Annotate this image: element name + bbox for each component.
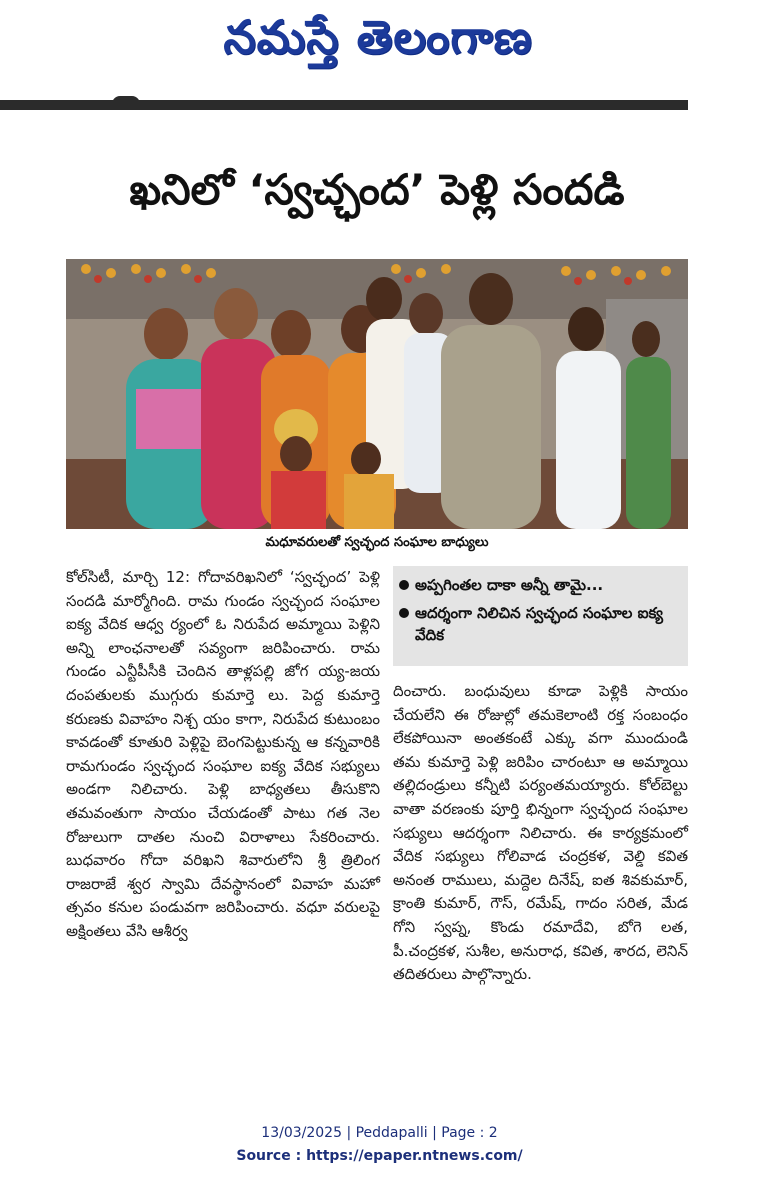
- article-highlights-box: [393, 566, 688, 666]
- highlight-item: [393, 602, 688, 646]
- source-link[interactable]: Source : https://epaper.ntnews.com/: [236, 1148, 523, 1164]
- wedding-photo: [66, 259, 688, 529]
- masthead-divider: [0, 100, 688, 110]
- article-body-right-text: దించారు. బంధువులు కూడా పెళ్లికి సాయం చేయలేని ఈ రోజుల్లో తమకెలాంటి రక్త సంబంధం లేకపోయినా అంతకంటే ఎక్కు వగా ముందుండి తమ కుమార్తె పెళ్లి జరిపిం చారంటూ ఆ అమ్మాయి తల్లిదండ్రులు కన్నీటి పర్యంతమయ్యారు. కోల్‌బెల్టు వాతా వరణంకు పూర్తి భిన్నంగా స్వచ్ఛంద సంఘాల సభ్యులు ఆదర్శంగా నిలిచారు. ఈ కార్యక్రమంలో వేదిక సభ్యులు గోలివాడ చంద్రకళ, వెల్డి కవిత అనంత రాములు, మద్దెల దినేష్, ఐత శివకుమార్, క్రాంతి కుమార్, గౌస్, రమేష్, గాదం సరిత, మేడ గోని స్వప్న, కొండు రమాదేవి, బోగె లత, పీ.చంద్రకళ, సుశీల, అనురాధ, కవిత, శారద, లెనిన్ తదితరులు పాల్గొన్నారు.: [393, 682, 688, 984]
- bullet-icon: [399, 608, 409, 618]
- masthead: [0, 0, 759, 100]
- edition-info: 13/03/2025 | Peddapalli | Page : 2: [261, 1125, 498, 1141]
- article-body-left-text: కోల్‌సిటీ, మార్చి 12: గోదావరిఖనిలో ‘స్వచ్ఛంద’ పెళ్లి సందడి మార్మోగింది. రామ గుండం స్వచ్ఛంద సంఘాల ఐక్య వేదిక ఆధ్వ ర్యంలో ఓ నిరుపేద అమ్మాయి పెళ్లిని అన్ని లాంఛనాలతో సవ్యంగా జరిపించారు. రామ గుండం ఎన్టీపీసీకి చెందిన తాళ్లపల్లి జోగ య్య-జయ దంపతులకు ముగ్గురు కుమార్తె లు. పెద్ద కుమార్తె కరుణకు వివాహం నిశ్చ యం కాగా, నిరుపేద కుటుంబం కావడంతో కూతురి పెళ్లిపై బెంగపెట్టుకున్న ఆ కన్నవారికి రామగుండం స్వచ్ఛంద సంఘాల ఐక్య వేదిక సభ్యులు అండగా నిలిచారు. పెళ్లి బాధ్యతలు తీసుకొని తమవంతుగా సాయం చేయడంతో పాటు గత నెల రోజులుగా దాతల నుంచి విరాళాలు సేకరించారు. బుధవారం గోదా వరిఖని శివారులోని శ్రీ త్రిలింగ రాజరాజే శ్వర స్వామి దేవస్థానంలో వివాహ మహో త్సవం కనుల పండువగా జరిపించారు. వధూ వరులపై అక్షింతలు వేసి ఆశీర్వ: [66, 568, 380, 940]
- article-body-left-column: [66, 566, 380, 944]
- wedding-photo-illustration: [66, 259, 688, 529]
- newspaper-logo: నమస్తే తెలంగాణ: [223, 10, 533, 64]
- article-headline: ఖనిలో ‘స్వచ్ఛంద’ పెళ్లి సందడి: [129, 165, 625, 214]
- highlight-item: [393, 574, 688, 596]
- photo-caption: మధూవరులతో స్వచ్ఛంద సంఘాల బాధ్యులు: [265, 535, 489, 550]
- highlight-text: అప్పగింతల దాకా అన్నీ తామై...: [415, 576, 604, 594]
- page-footer: [0, 1122, 759, 1168]
- bullet-icon: [399, 580, 409, 590]
- article-body-right-column: [393, 680, 688, 987]
- highlight-text: ఆదర్శంగా నిలిచిన స్వచ్ఛంద సంఘాల ఐక్య వేదిక: [415, 604, 663, 644]
